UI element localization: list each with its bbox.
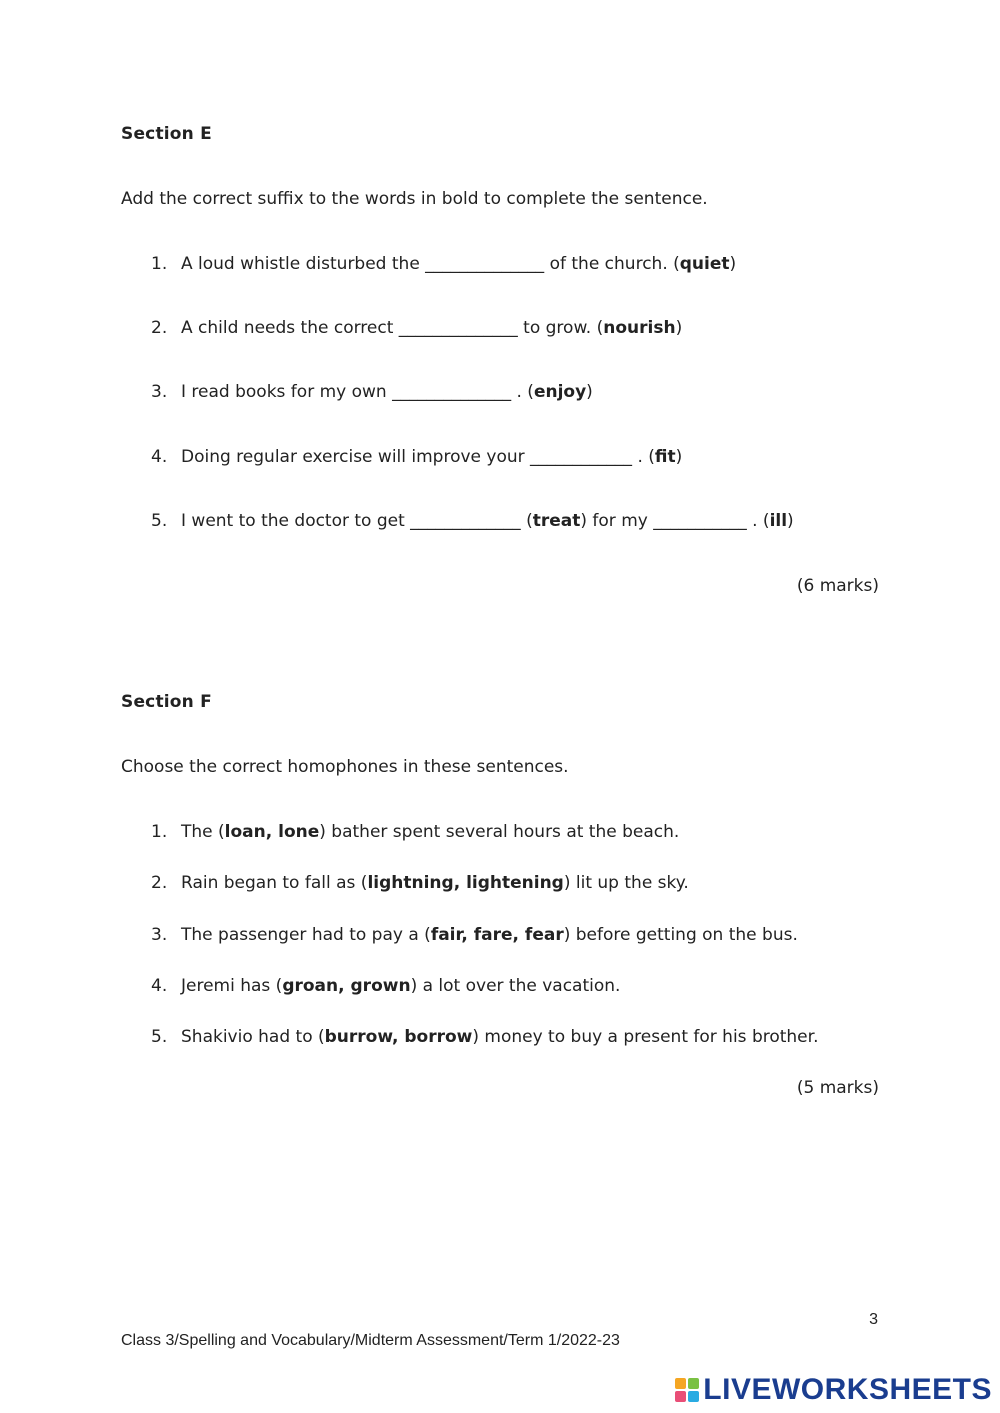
item-bold-word: quiet — [679, 254, 730, 274]
section-e-instruction: Add the correct suffix to the words in bold to complete the sentence. — [121, 189, 708, 209]
item-bold-options: loan, lone — [224, 822, 320, 842]
item-bold-word-2: ill — [769, 511, 788, 531]
section-e-item-1 — [151, 254, 736, 274]
item-bold-options: groan, grown — [282, 976, 411, 996]
item-number: 1. — [151, 254, 168, 274]
item-text: Doing regular exercise will improve your ____________ . ( — [181, 447, 655, 467]
item-text-end: ) bather spent several hours at the beach. — [319, 822, 680, 842]
section-e-marks: (6 marks) — [796, 576, 879, 596]
liveworksheets-logo-icon — [675, 1378, 699, 1402]
section-e-item-5 — [151, 511, 794, 531]
item-text-end: ) — [675, 447, 683, 467]
item-text: I went to the doctor to get _____________ ( — [181, 511, 533, 531]
section-f-item-3 — [151, 925, 798, 945]
item-text: Jeremi has ( — [181, 976, 283, 996]
item-number: 5. — [151, 511, 168, 531]
section-e-item-2 — [151, 318, 682, 338]
item-number: 4. — [151, 976, 168, 996]
item-bold-options: fair, fare, fear — [430, 925, 564, 945]
item-bold-word: enjoy — [533, 382, 587, 402]
item-text-end: ) lit up the sky. — [563, 873, 689, 893]
item-text-mid: ) for my ___________ . ( — [580, 511, 770, 531]
item-text: A child needs the correct ______________ to grow. ( — [181, 318, 604, 338]
item-number: 1. — [151, 822, 168, 842]
item-number: 2. — [151, 318, 168, 338]
item-bold-word: treat — [532, 511, 581, 531]
footer-text: Class 3/Spelling and Vocabulary/Midterm Assessment/Term 1/2022-23 — [121, 1332, 620, 1349]
section-e-title: Section E — [121, 124, 212, 144]
item-number: 4. — [151, 447, 168, 467]
item-text-end: ) a lot over the vacation. — [410, 976, 621, 996]
item-bold-word: fit — [654, 447, 676, 467]
item-text-end: ) — [675, 318, 683, 338]
item-bold-word: nourish — [603, 318, 676, 338]
item-text-end: ) — [586, 382, 593, 402]
logo-square-2 — [688, 1378, 699, 1389]
section-f-item-5 — [151, 1027, 818, 1047]
item-number: 3. — [151, 925, 168, 945]
section-e-item-3 — [151, 382, 593, 402]
item-number: 2. — [151, 873, 168, 893]
section-f-item-4 — [151, 976, 620, 996]
section-f-item-2 — [151, 873, 689, 893]
logo-square-1 — [675, 1378, 686, 1389]
item-number: 3. — [151, 382, 168, 402]
item-text-end: ) money to buy a present for his brother. — [472, 1027, 819, 1047]
section-e-item-4 — [151, 447, 682, 467]
logo-square-4 — [688, 1391, 699, 1402]
section-f-instruction: Choose the correct homophones in these sentences. — [121, 757, 569, 777]
item-bold-options: lightning, lightening — [367, 873, 564, 893]
item-text: The passenger had to pay a ( — [181, 925, 431, 945]
item-text: Shakivio had to ( — [181, 1027, 325, 1047]
logo-square-3 — [675, 1391, 686, 1402]
item-text-end: ) before getting on the bus. — [563, 925, 798, 945]
item-text: The ( — [181, 822, 225, 842]
item-text-end: ) — [787, 511, 794, 531]
item-text: Rain began to fall as ( — [181, 873, 368, 893]
item-number: 5. — [151, 1027, 168, 1047]
item-text: I read books for my own ______________ . ( — [181, 382, 534, 402]
item-bold-options: burrow, borrow — [324, 1027, 473, 1047]
item-text: A loud whistle disturbed the ______________ of the church. ( — [181, 254, 680, 274]
section-f-item-1 — [151, 822, 679, 842]
section-f-title: Section F — [121, 692, 212, 712]
brand-name: LIVEWORKSHEETS — [703, 1373, 992, 1406]
liveworksheets-brand[interactable] — [675, 1373, 992, 1407]
item-text-end: ) — [729, 254, 737, 274]
page-number: 3 — [869, 1311, 878, 1328]
section-f-marks: (5 marks) — [796, 1078, 879, 1098]
